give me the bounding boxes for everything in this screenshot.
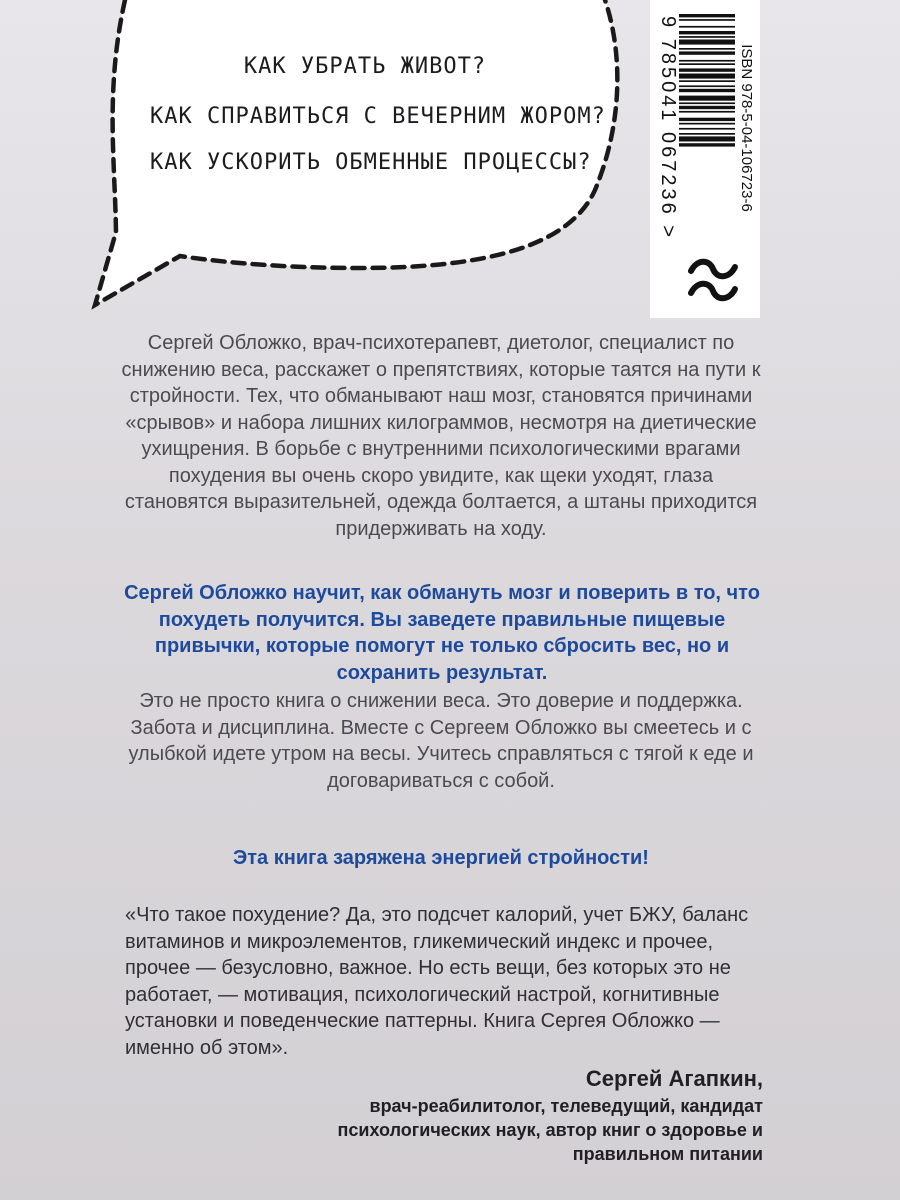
- barcode-bar: [679, 40, 735, 45]
- bubble-question-1: КАК УБРАТЬ ЖИВОТ?: [243, 54, 487, 79]
- barcode-bar: [679, 85, 735, 87]
- barcode-bar: [679, 36, 735, 38]
- barcode-digits: 9 785041 067236 >: [657, 16, 679, 240]
- barcode-bar: [679, 60, 735, 62]
- barcode-bar: [679, 111, 735, 113]
- publisher-logo-icon: [683, 255, 743, 305]
- barcode-bar: [679, 31, 735, 34]
- barcode-bar: [679, 80, 735, 82]
- barcode-bar: [679, 89, 735, 92]
- barcode-bar: [679, 123, 735, 125]
- barcode-bar: [679, 118, 735, 121]
- barcode-bar: [679, 136, 735, 141]
- description-paragraph: Сергей Обложко, врач-психотерапевт, диетолог, специалист по снижению веса, расскажет о препятствиях, которые таятся на пути к стройности. Тех, что обманывают наш мозг, становятся причинами «срывов» и набора лишних килограммов, несмотря на диетические ухищрения. В борьбе с внутренними психологическими врагами похудения вы очень скоро увидите, как щеки уходят, глаза становятся выразительней, одежда болтается, а штаны приходится придерживать на ходу.: [121, 332, 761, 540]
- barcode-bar: [679, 143, 735, 146]
- tagline: Эта книга заряжена энергией стройности!: [233, 847, 649, 869]
- attribution-title: врач-реабилитолог, телеведущий, кандидат психологических наук, автор книг о здоровье и правильном питании: [337, 1096, 763, 1164]
- support-paragraph: Это не просто книга о снижении веса. Это доверие и поддержка. Забота и дисциплина. Вместе с Сергеем Обложко вы смеетесь и с улыбкой идете утром на весы. Учитесь справляться с тягой к еде и договариваться с собой.: [128, 690, 754, 792]
- testimonial-quote: «Что такое похудение? Да, это подсчет калорий, учет БЖУ, баланс витаминов и микроэлементов, гликемический индекс и прочее, прочее — безусловно, важное. Но есть вещи, без которых это не работает, — мотивация, психологический настрой, когнитивные установки и поведенческие паттерны. Книга Сергея Обложко — именно об этом».: [125, 904, 749, 1059]
- barcode-bar: [679, 106, 735, 109]
- barcode-bar: [679, 14, 735, 17]
- barcode-bar: [679, 96, 735, 101]
- barcode-bar: [679, 74, 735, 79]
- barcode-icon: [679, 12, 735, 244]
- isbn-label: ISBN 978-5-04-106723-6: [738, 44, 755, 212]
- barcode-bar: [679, 68, 735, 71]
- bubble-question-3: КАК УСКОРИТЬ ОБМЕННЫЕ ПРОЦЕССЫ?: [150, 150, 592, 175]
- bubble-question-2: КАК СПРАВИТЬСЯ С ВЕЧЕРНИМ ЖОРОМ?: [150, 104, 606, 129]
- barcode-bar: [679, 63, 735, 65]
- barcode-bar: [679, 26, 735, 28]
- barcode-bar: [679, 48, 735, 50]
- attribution-name: Сергей Агапкин,: [585, 1066, 763, 1091]
- highlight-paragraph: Сергей Обложко научит, как обмануть мозг и поверить в то, что похудеть получится. Вы заведете правильные пищевые привычки, которые помогут не только сбросить вес, но и сохранить результат.: [124, 582, 760, 684]
- barcode-bar: [679, 102, 735, 104]
- barcode-bar: [679, 133, 735, 135]
- barcode-bar: [679, 128, 735, 130]
- barcode-group: [655, 8, 755, 248]
- barcode-bar: [679, 51, 735, 54]
- barcode-bar: [679, 19, 735, 21]
